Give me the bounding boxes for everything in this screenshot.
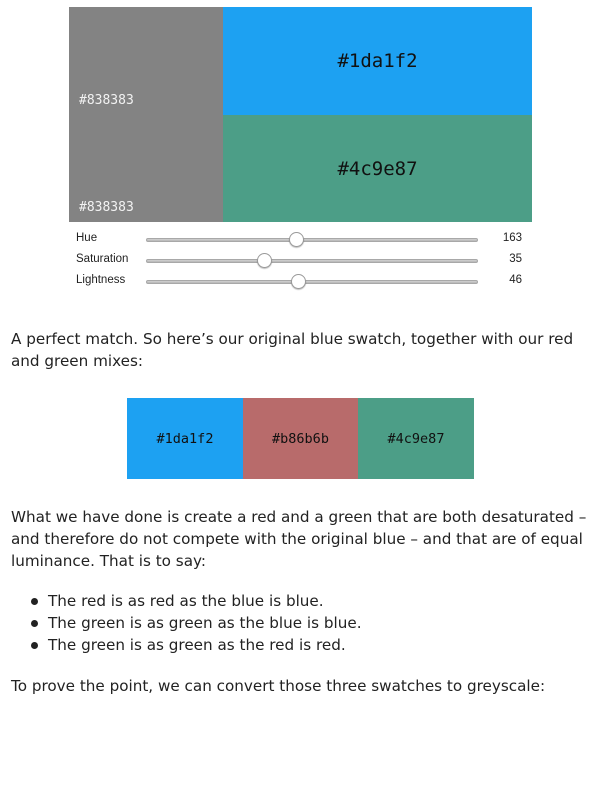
list-item-text: The red is as red as the blue is blue. xyxy=(48,592,324,610)
slider-value-saturation: 35 xyxy=(509,253,522,265)
green-swatch-label: #4c9e87 xyxy=(387,430,445,447)
blue-swatch-label: #1da1f2 xyxy=(156,430,214,447)
slider-label-lightness: Lightness xyxy=(76,274,126,286)
red-swatch-label: #b86b6b xyxy=(272,430,329,447)
list-item-text: The green is as green as the blue is blue. xyxy=(48,614,362,632)
slider-value-lightness: 46 xyxy=(509,274,522,286)
grey-swatch xyxy=(69,7,223,222)
green-swatch-large xyxy=(223,115,532,222)
slider-row-saturation xyxy=(76,251,536,272)
swatch-strip xyxy=(127,398,474,479)
list-item xyxy=(31,634,362,656)
colour-comparison-panel xyxy=(69,7,532,222)
list-item xyxy=(31,590,362,612)
list-item-text: The green is as green as the red is red. xyxy=(48,636,346,654)
blue-swatch-large-label: #1da1f2 xyxy=(337,50,418,72)
lightness-slider-thumb[interactable] xyxy=(291,274,306,289)
grey-swatch-label-top: #838383 xyxy=(79,93,134,108)
saturation-slider-thumb[interactable] xyxy=(257,253,272,268)
slider-label-saturation: Saturation xyxy=(76,253,129,265)
paragraph-intro: A perfect match. So here’s our original blue swatch, together with our red and green mixes: xyxy=(11,330,574,370)
green-swatch-large-label: #4c9e87 xyxy=(337,157,418,180)
grey-swatch-label-bottom: #838383 xyxy=(79,200,134,215)
slider-row-lightness xyxy=(76,272,536,293)
blue-swatch xyxy=(127,398,243,479)
bullet-dot-icon xyxy=(31,598,38,605)
lightness-slider-track[interactable] xyxy=(146,280,478,284)
bullet-dot-icon xyxy=(31,642,38,649)
paragraph-conclusion: To prove the point, we can convert those three swatches to greyscale: xyxy=(11,677,546,695)
bullet-dot-icon xyxy=(31,620,38,627)
slider-label-hue: Hue xyxy=(76,232,98,244)
hue-slider-thumb[interactable] xyxy=(289,232,304,247)
saturation-slider-track[interactable] xyxy=(146,259,478,263)
green-swatch xyxy=(358,398,474,479)
slider-row-hue xyxy=(76,230,536,251)
hsl-slider-panel xyxy=(76,230,536,293)
hue-slider-track[interactable] xyxy=(146,238,478,242)
bullet-list xyxy=(31,590,362,656)
paragraph-explanation: What we have done is create a red and a green that are both desaturated – and therefore do not compete with the original blue – and that are of equal luminance. That is to say: xyxy=(11,508,587,570)
list-item xyxy=(31,612,362,634)
slider-value-hue: 163 xyxy=(502,232,522,244)
red-swatch xyxy=(243,398,358,479)
blue-swatch-large xyxy=(223,7,532,115)
